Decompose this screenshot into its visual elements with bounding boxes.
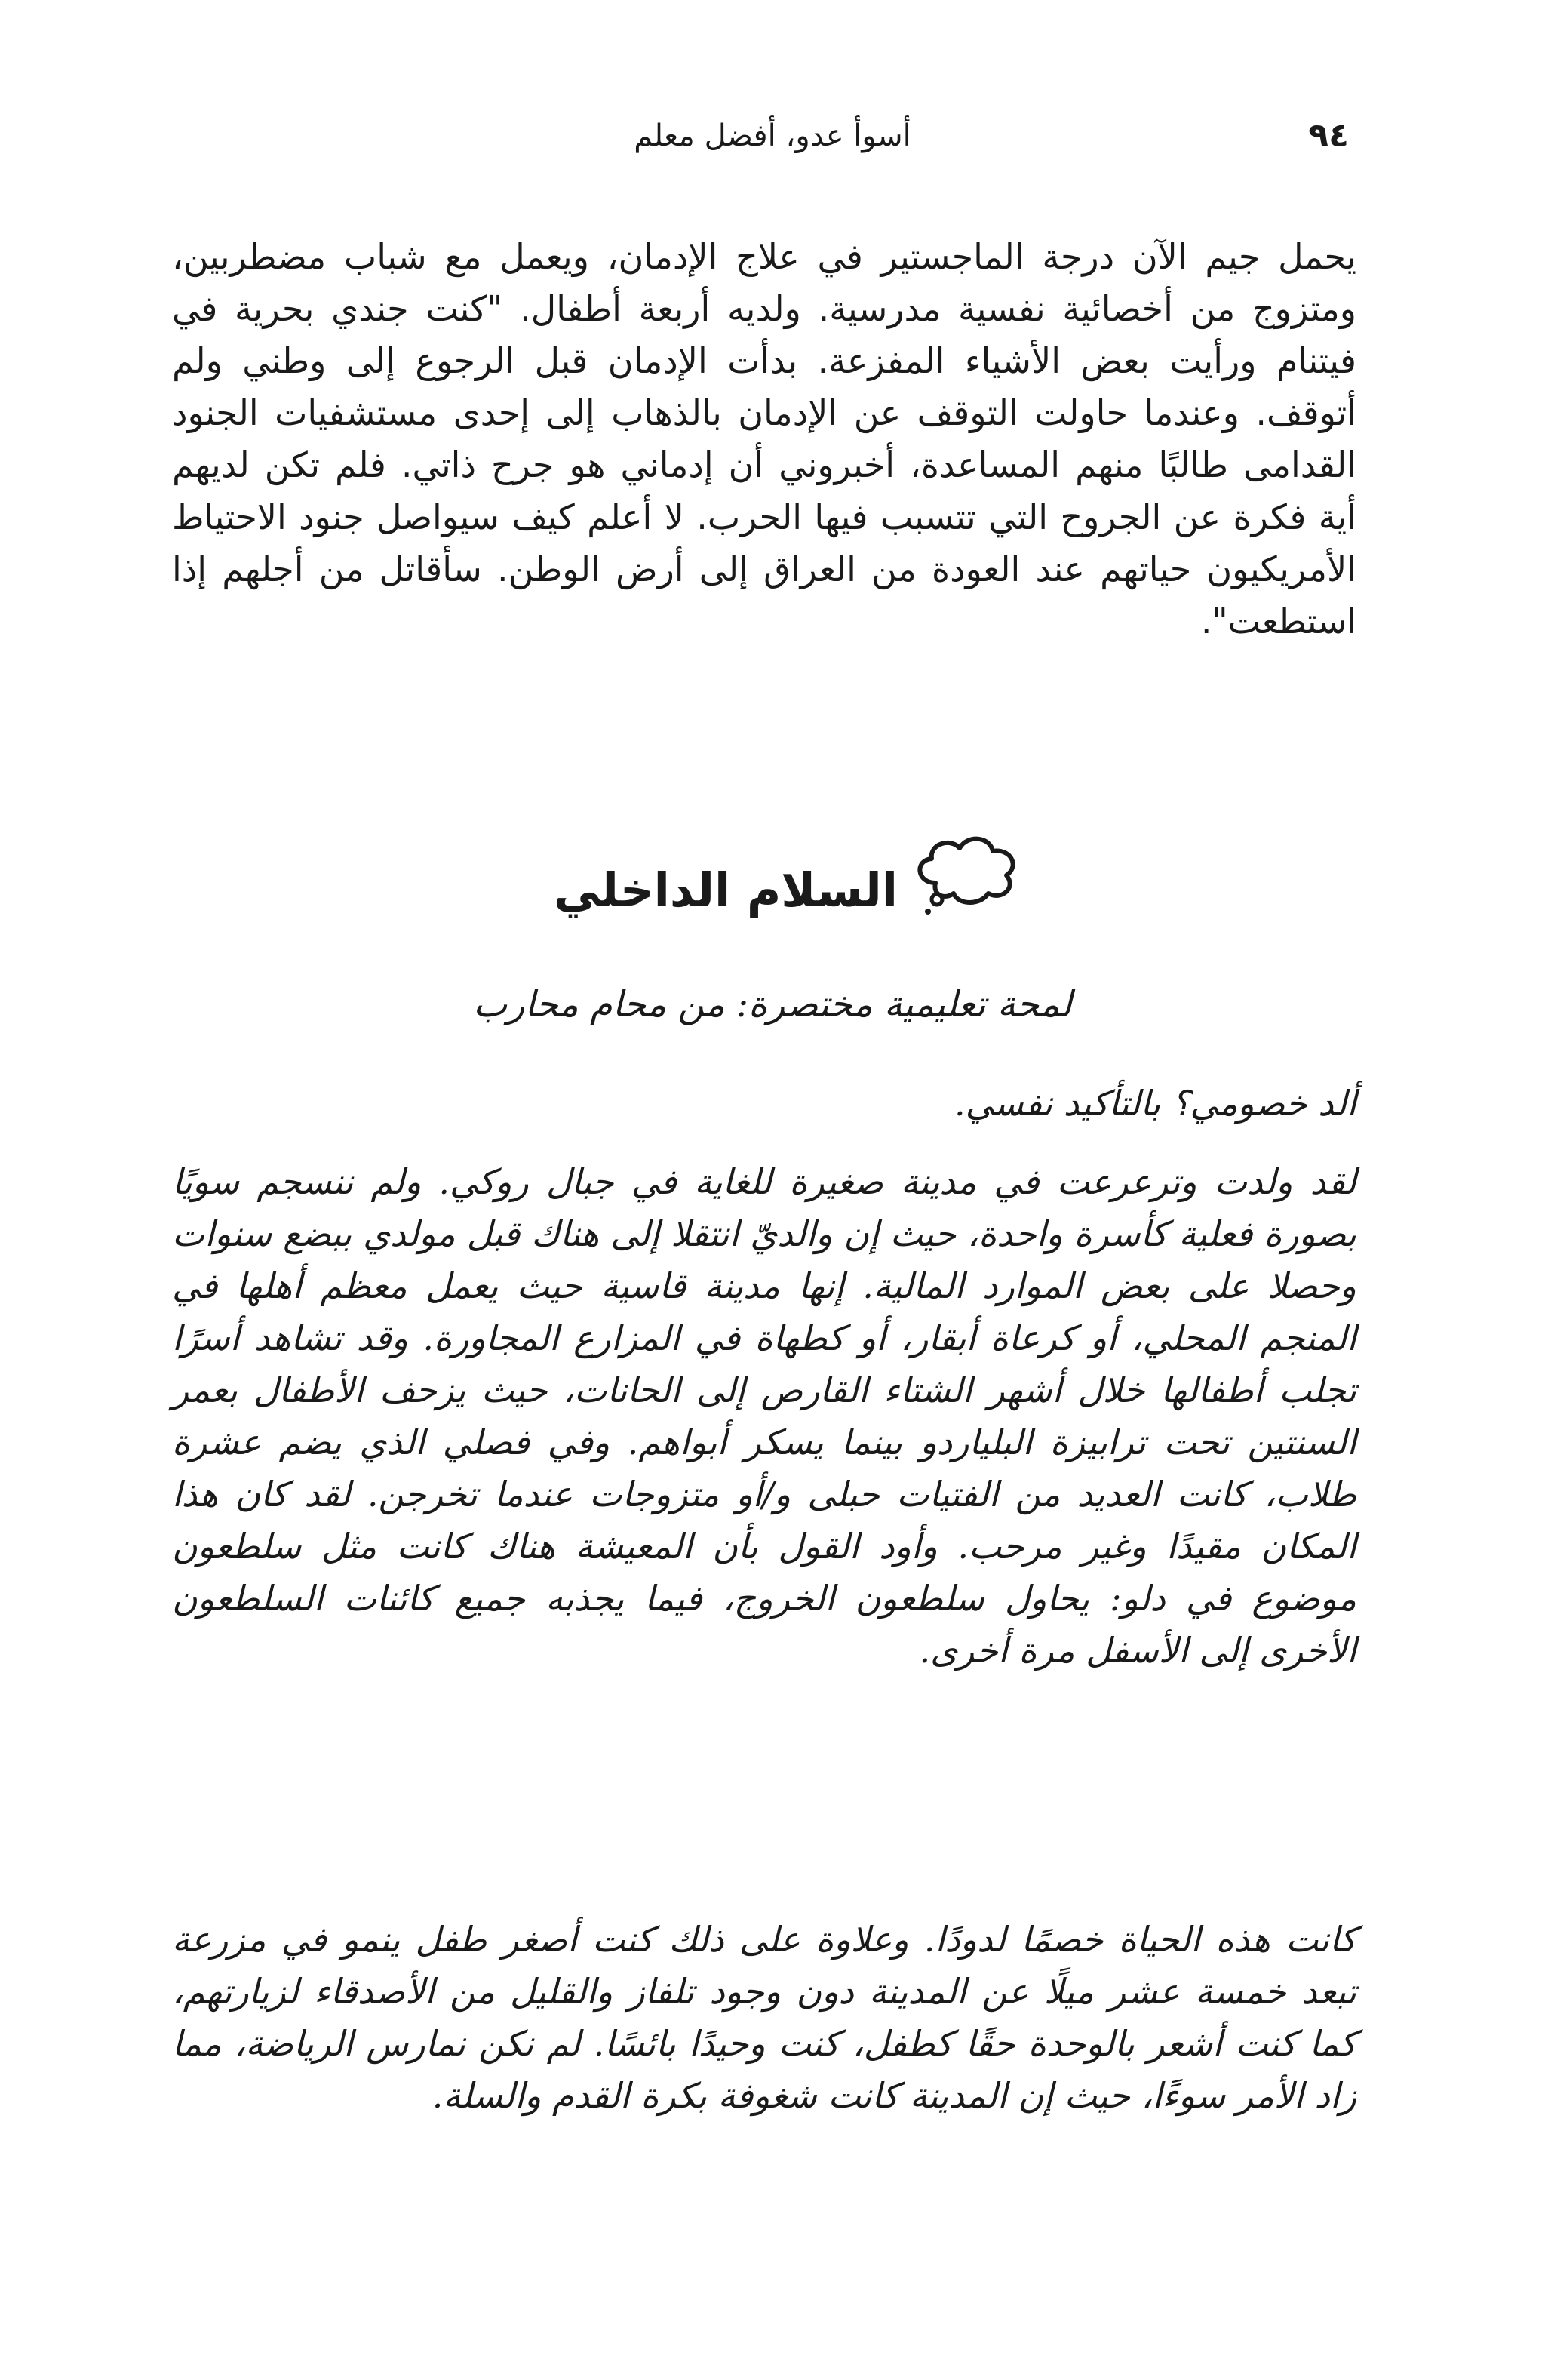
section-heading-group xyxy=(498,830,1041,943)
story-paragraph-2: كانت هذه الحياة خصمًا لدودًا. وعلاوة على ذلك كنت أصغر طفل ينمو في مزرعة تبعد خمسة عشر ميلًا عن المدينة دون وجود تلفاز والقليل من الأصدقاء لزيارتهم، كما كنت أشعر بالوحدة حقًا كطفل، كنت وحيدًا بائسًا. لم نكن نمارس الرياضة، مما زاد الأمر سوءًا، حيث إن المدينة كانت شغوفة بكرة القدم والسلة. xyxy=(172,1919,1356,2116)
running-header xyxy=(166,113,1379,166)
story-opening-line xyxy=(172,1078,1356,1130)
thought-cloud-icon xyxy=(905,830,1026,921)
story-question: ألد خصومي؟ بالتأكيد نفسي. xyxy=(954,1083,1356,1124)
intro-text: يحمل جيم الآن درجة الماجستير في علاج الإدمان، ويعمل مع شباب مضطربين، ومتزوج من أخصائية نفسية مدرسية. ولديه أربعة أطفال. "كنت جندي بحرية في فيتنام ورأيت بعض الأشياء المفزعة. بدأت الإدمان قبل الرجوع إلى وطني ولم أتوقف. وعندما حاولت التوقف عن الإدمان بالذهاب إلى إحدى مستشفيات الجنود القدامى طالبًا منهم المساعدة، أخبروني أن إدماني هو جرح ذاتي. فلم تكن لديهم أية فكرة عن الجروح التي تتسبب فيها الحرب. لا أعلم كيف سيواصل جنود الاحتياط الأمريكيون حياتهم عند العودة من العراق إلى أرض الوطن. سأقاتل من أجلهم إذا استطعت". xyxy=(172,236,1356,641)
story-paragraph-1: لقد ولدت وترعرعت في مدينة صغيرة للغاية في جبال روكي. ولم ننسجم سويًا بصورة فعلية كأسرة واحدة، حيث إن والديّ انتقلا إلى هناك قبل مولدي ببضع سنوات وحصلا على بعض الموارد المالية. إنها مدينة قاسية حيث يعمل معظم أهلها في المنجم المحلي، أو كرعاة أبقار، أو كطهاة في المزارع المجاورة. وقد تشاهد أسرًا تجلب أطفالها خلال أشهر الشتاء القارص إلى الحانات، حيث يزحف الأطفال بعمر السنتين تحت ترابيزة البلياردو بينما يسكر أبواهم. وفي فصلي الذي يضم عشرة طلاب، كانت العديد من الفتيات حبلى و/أو متزوجات عندما تخرجن. لقد كان هذا المكان مقيدًا وغير مرحب. وأود القول بأن المعيشة هناك كانت مثل سلطعون موضوع في دلو: يحاول سلطعون الخروج، فيما يجذبه جميع كائنات السلطعون الأخرى إلى الأسفل مرة أخرى. xyxy=(172,1161,1356,1671)
story-paragraph-childhood xyxy=(172,1914,1356,2122)
page-number: ٩٤ xyxy=(1308,116,1349,155)
running-title: أسوأ عدو، أفضل معلم xyxy=(634,118,911,153)
section-heading xyxy=(0,830,1545,943)
intro-paragraph xyxy=(172,231,1356,647)
section-title: السلام الداخلي xyxy=(553,863,898,918)
story-paragraph-hometown xyxy=(172,1156,1356,1677)
section-subheading: لمحة تعليمية مختصرة: من محام محارب xyxy=(473,983,1072,1025)
